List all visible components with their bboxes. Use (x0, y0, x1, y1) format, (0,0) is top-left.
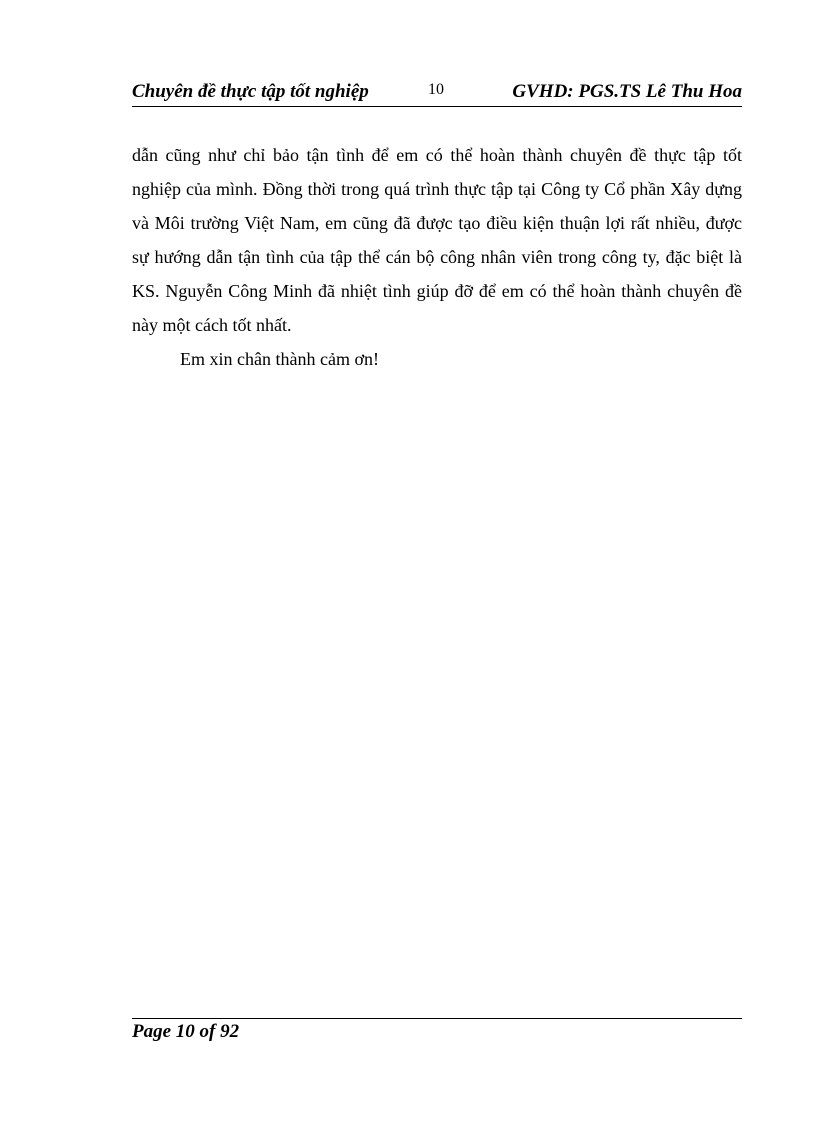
page-footer (132, 1018, 742, 1042)
body-content (132, 138, 742, 376)
closing-line: Em xin chân thành cảm ơn! (180, 349, 379, 369)
body-paragraph: dẫn cũng như chỉ bảo tận tình để em có thể hoàn thành chuyên đề thực tập tốt nghiệp của mình. Đồng thời trong quá trình thực tập tại Công ty Cổ phần Xây dựng và Môi trường Việt Nam, em cũng đã được tạo điều kiện thuận lợi rất nhiều, được sự hướng dẫn tận tình của tập thể cán bộ công nhân viên trong công ty, đặc biệt là KS. Nguyễn Công Minh đã nhiệt tình giúp đỡ để em có thể hoàn thành chuyên đề này một cách tốt nhất. (132, 145, 742, 335)
header-page-number: 10 (428, 81, 444, 98)
supervisor-name: GVHD: PGS.TS Lê Thu Hoa (512, 81, 742, 102)
footer-page-label: Page 10 of 92 (132, 1021, 240, 1042)
document-title: Chuyên đề thực tập tốt nghiệp (132, 81, 369, 102)
page-header (132, 80, 742, 107)
